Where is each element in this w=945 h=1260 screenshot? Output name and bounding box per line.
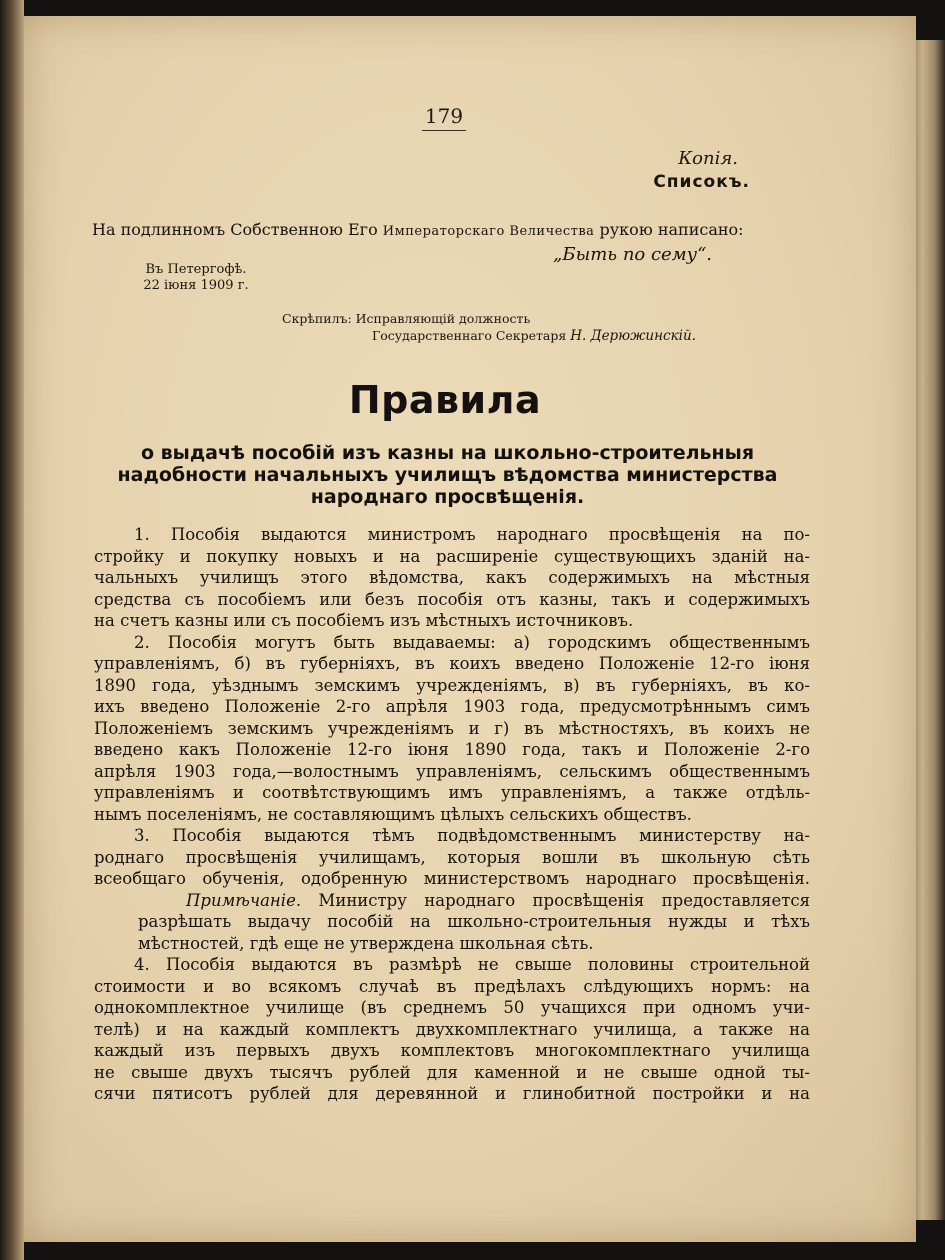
place: Въ Петергофѣ. <box>145 262 247 277</box>
text-line: 4. Пособія выдаются въ размѣрѣ не свыше половины строительной <box>134 955 810 974</box>
note-line: разрѣшать выдачу пособій на школьно-строительныя нужды и тѣхъ <box>138 912 810 931</box>
text-line: управленіямъ, б) въ губерніяхъ, въ коихъ введено Положеніе 12-го іюня <box>94 654 810 673</box>
text-line: стоимости и во всякомъ случаѣ въ предѣлахъ слѣдующихъ нормъ: на <box>94 976 810 996</box>
imperial-note-part2: Императорскаго Величества <box>382 224 595 239</box>
signer-name: Н. Дерюжинскій. <box>570 328 696 344</box>
text-line: нымъ поселеніямъ, не составляющимъ цѣлыхъ сельскихъ обществъ. <box>94 804 692 824</box>
page-number: 179 <box>422 104 466 131</box>
countersign-line2 <box>282 327 722 345</box>
countersignature <box>282 310 722 345</box>
subtitle-line: о выдачѣ пособій изъ казны на школьно-строительныя <box>140 442 755 464</box>
place-date <box>136 262 256 294</box>
subtitle-line: надобности начальныхъ училищъ вѣдомства министерства <box>117 464 778 486</box>
text-line: 3. Пособія выдаются тѣмъ подвѣдомственнымъ министерству на- <box>134 826 810 845</box>
text-line: роднаго просвѣщенія училищамъ, которыя вошли въ школьную сѣть <box>94 847 810 867</box>
note-text: Министру народнаго просвѣщенія предоставляется <box>301 890 810 910</box>
imperial-note-part1: На подлинномъ Собственною Его <box>92 220 383 239</box>
note-line <box>94 890 810 912</box>
text-line: 1. Пособія выдаются министромъ народнаго просвѣщенія на по- <box>134 525 810 544</box>
text-line: ихъ введено Положеніе 2-го апрѣля 1903 года, предусмотрѣннымъ симъ <box>94 697 810 716</box>
text-line: однокомплектное училище (въ среднемъ 50 учащихся при одномъ учи- <box>94 998 810 1017</box>
document-subtitle <box>100 442 795 508</box>
text-line: 2. Пособія могутъ быть выдаваемы: а) городскимъ общественнымъ <box>134 632 810 652</box>
text-line: всеобщаго обученія, одобренную министерствомъ народнаго просвѣщенія. <box>94 869 810 888</box>
text-line: управленіямъ и соотвѣтствующимъ имъ управленіямъ, а также отдѣль- <box>94 783 810 802</box>
note-label: Примѣчаніе. <box>186 890 302 910</box>
list-label: Списокъ. <box>653 172 750 192</box>
text-line: каждый изъ первыхъ двухъ комплектовъ многокомплектнаго училища <box>94 1041 810 1060</box>
text-line: на счетъ казны или съ пособіемъ изъ мѣстныхъ источниковъ. <box>94 611 634 630</box>
facing-page-edge <box>0 0 24 1260</box>
body-text <box>94 524 810 1105</box>
imperial-note <box>92 220 812 239</box>
text-line: сячи пятисотъ рублей для деревянной и глинобитной постройки и на <box>94 1084 810 1103</box>
text-line: чальныхъ училищъ этого вѣдомства, какъ содержимыхъ на мѣстныя <box>94 568 810 587</box>
copy-label: Копія. <box>678 148 738 169</box>
text-line: введено какъ Положеніе 12-го іюня 1890 года, такъ и Положеніе 2-го <box>94 740 810 759</box>
date: 22 іюня 1909 г. <box>143 278 249 293</box>
countersign-line1: Скрѣпилъ: Исправляющій должность <box>282 311 531 326</box>
text-line: Положеніемъ земскимъ учрежденіямъ и г) въ мѣстностяхъ, въ коихъ не <box>94 718 810 738</box>
imperial-note-part3: рукою написано: <box>594 220 744 239</box>
document-title: Правила <box>348 378 542 422</box>
subtitle-line: народнаго просвѣщенія. <box>310 486 585 508</box>
text-line: стройку и покупку новыхъ и на расширеніе существующихъ зданій на- <box>94 546 810 566</box>
countersign-title: Государственнаго Секретаря <box>372 328 571 343</box>
imperial-quote: „Быть по сему“. <box>553 244 712 265</box>
text-line: средства съ пособіемъ или безъ пособія отъ казны, такъ и содержимыхъ <box>94 589 810 609</box>
note-line: мѣстностей, гдѣ еще не утверждена школьная сѣть. <box>138 933 594 953</box>
text-line: апрѣля 1903 года,—волостнымъ управленіямъ, сельскимъ общественнымъ <box>94 761 810 781</box>
text-line: не свыше двухъ тысячъ рублей для каменной и не свыше одной ты- <box>94 1062 810 1082</box>
text-line: 1890 года, уѣзднымъ земскимъ учрежденіямъ, в) въ губерніяхъ, въ ко- <box>94 675 810 695</box>
text-line: телѣ) и на каждый комплектъ двухкомплектнаго училища, а также на <box>94 1019 810 1039</box>
